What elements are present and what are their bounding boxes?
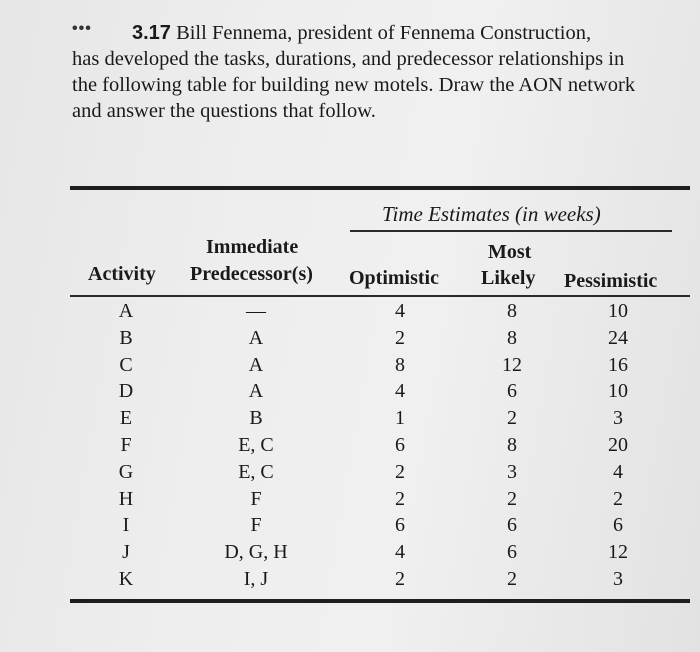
pessimistic-cell: 4 [613,460,623,483]
table-body [0,300,700,595]
problem-number: 3.17 [132,22,171,44]
table-row [0,488,700,515]
predecessor-cell: E, C [238,433,274,456]
predecessor-cell: I, J [243,567,269,590]
problem-line-4: and answer the questions that follow. [72,100,376,122]
optimistic-cell: 2 [395,567,405,590]
activity-cell: K [118,567,134,590]
most-likely-cell: 2 [507,487,517,510]
table-row [0,380,700,407]
predecessor-cell: F [250,514,262,537]
problem-line-3: the following table for building new motels. Draw the AON network [72,74,636,96]
header-most-line1: Most [488,241,532,263]
optimistic-cell: 2 [395,460,405,483]
time-estimates-rule [350,230,672,232]
header-pessimistic: Pessimistic [564,270,658,292]
activity-cell: J [122,541,130,564]
header-activity: Activity [88,263,156,285]
time-estimates-label: Time Estimates (in weeks) [382,202,601,226]
activity-cell: C [119,353,133,376]
table-header-rule [70,295,690,297]
problem-line-1 [72,20,692,46]
pessimistic-cell: 16 [608,353,628,376]
predecessor-cell: A [248,353,264,376]
optimistic-cell: 4 [395,380,405,403]
table-row [0,541,700,568]
optimistic-cell: 4 [395,541,405,564]
pessimistic-cell: 10 [608,380,628,403]
optimistic-cell: 6 [395,433,405,456]
table-row [0,568,700,595]
pessimistic-cell: 12 [608,541,628,564]
header-predecessor-line1: Immediate [206,236,299,258]
optimistic-cell: 8 [395,353,405,376]
most-likely-cell: 6 [507,380,517,403]
problem-statement [72,20,692,124]
most-likely-cell: 6 [507,541,517,564]
activity-cell: G [118,460,134,483]
table-row [0,461,700,488]
header-predecessor-line2: Predecessor(s) [190,263,313,285]
time-estimates-header [350,202,690,227]
pessimistic-cell: 6 [613,514,623,537]
most-likely-cell: 8 [507,300,517,322]
predecessor-cell: A [248,326,264,349]
table-row [0,300,700,327]
table-row [0,514,700,541]
predecessor-cell: F [250,487,262,510]
activity-cell: D [118,380,134,403]
most-likely-cell: 12 [502,353,522,376]
pessimistic-cell: 3 [613,567,623,590]
most-likely-cell: 8 [507,433,517,456]
predecessor-cell: E, C [238,460,274,483]
table-row [0,354,700,381]
most-likely-cell: 6 [507,514,517,537]
optimistic-cell: 6 [395,514,405,537]
activity-cell: A [118,300,134,322]
optimistic-cell: 2 [395,326,405,349]
most-likely-cell: 2 [507,567,517,590]
problem-line-2: has developed the tasks, durations, and predecessor relationships in [72,48,625,70]
problem-text-1: Bill Fennema, president of Fennema Construction, [176,22,592,44]
most-likely-cell: 8 [507,326,517,349]
most-likely-cell: 3 [507,460,517,483]
table-top-rule [70,186,690,190]
predecessor-cell: — [246,300,266,322]
pessimistic-cell: 24 [608,326,628,349]
activity-cell: B [119,326,133,349]
table-row [0,327,700,354]
predecessor-cell: D, G, H [224,541,288,564]
optimistic-cell: 2 [395,487,405,510]
pessimistic-cell: 10 [608,300,628,322]
optimistic-cell: 4 [395,300,405,322]
difficulty-dots: ••• [72,20,92,37]
activity-cell: E [119,407,133,430]
most-likely-cell: 2 [507,407,517,430]
predecessor-cell: B [249,407,263,430]
predecessor-cell: A [248,380,264,403]
activity-cell: H [118,487,134,510]
header-optimistic: Optimistic [349,267,439,289]
pessimistic-cell: 2 [613,487,623,510]
pessimistic-cell: 3 [613,407,623,430]
optimistic-cell: 1 [395,407,405,430]
table-bottom-rule [70,599,690,603]
header-most-likely-line2: Likely [481,267,536,289]
pessimistic-cell: 20 [608,433,628,456]
activity-cell: I [122,514,130,537]
table-row [0,434,700,461]
table-row [0,407,700,434]
activity-cell: F [120,433,132,456]
